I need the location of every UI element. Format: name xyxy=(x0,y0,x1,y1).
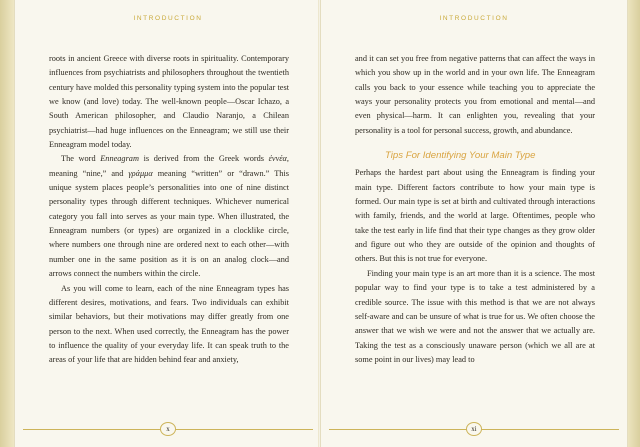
running-head: INTRODUCTION xyxy=(439,15,509,22)
running-head: INTRODUCTION xyxy=(133,15,203,22)
paragraph: roots in ancient Greece with diverse roots in spirituality. Contemporary influences from psychiatrists and philosophers throughout the twentieth century have molded this personality typing system into the popular test we know (and love) today. The well-known people—Oscar Ichazo, a South American philosopher, and Claudio Naranjo, a Chilean psychiatrist—had huge influences on the Enneagram; we still use their Enneagram model today. xyxy=(49,54,289,150)
paragraph: and it can set you free from negative patterns that can affect the ways in which you show up in the world and in your own life. The Enneagram calls you back to your essence while teaching you to appreciate the ways your personality protects you from emotional and mental—and even physical—harm. It can enlighten you, revealing that your personality is a tool for personal success, growth, and abundance. xyxy=(355,54,595,135)
page-footer xyxy=(23,422,313,436)
paragraph: Finding your main type is an art more than it is a science. The most popular way to find your type is to take a test administered by a credible source. The issue with this method is that we are not always self-aware and can be unsure of what is true for us. We often choose the answer that we wish we were and not the answer that we actually are. Taking the test as a consciously unaware person (which we all are at some point in our lives) may lead to xyxy=(355,268,595,364)
left-page-edge xyxy=(0,0,14,447)
right-page-body xyxy=(355,52,595,367)
left-page-body xyxy=(49,52,289,368)
paragraph: Perhaps the hardest part about using the Enneagram is finding your main type. Different factors contribute to how your main type is formed. Our main type is set at birth and cultivated through interactions with family, friends, and the world at large. Oftentimes, people who take the test early in life find that their type changes as they grow older and figure out who they are outside of the opinion and thoughts of others. But this is not true for everyone. xyxy=(355,168,595,264)
left-page xyxy=(14,0,322,447)
paragraph: As you will come to learn, each of the nine Enneagram types has different desires, motivations, and fears. Two individuals can exhibit similar behaviors, but their motivations may differ greatly from one person to the next. When used correctly, the Enneagram has the power to influence the quality of your everyday life. It can speak truth to the areas of your life that are hidden behind fear and anxiety, xyxy=(49,283,289,365)
right-page xyxy=(320,0,628,447)
page-footer xyxy=(329,422,619,436)
page-number: xi xyxy=(466,422,482,436)
greek-word-gramma: γράμμα xyxy=(128,168,153,178)
section-heading: Tips For Identifying Your Main Type xyxy=(385,150,536,162)
paragraph: The word Enneagram is derived from the Greek words ἐννέα, meaning “nine,” and γράμμα meaning “written” or “drawn.” This unique system places people’s personalities into one of nine distinct personality types through different techniques. Whichever numerical category you fall into serves as your main type. When illustrated, the Enneagram numbers (or types) are organized in a clocklike circle, where numbers one through nine are ordered next to each other—with number one in the same position as it is on an analog clock—and arrows connect the numbers within the circle. xyxy=(49,154,289,279)
right-page-edge xyxy=(626,0,640,447)
greek-word-ennea: ἐννέα xyxy=(268,154,287,164)
enneagram-term: Enneagram xyxy=(100,154,139,164)
page-number: x xyxy=(160,422,176,436)
